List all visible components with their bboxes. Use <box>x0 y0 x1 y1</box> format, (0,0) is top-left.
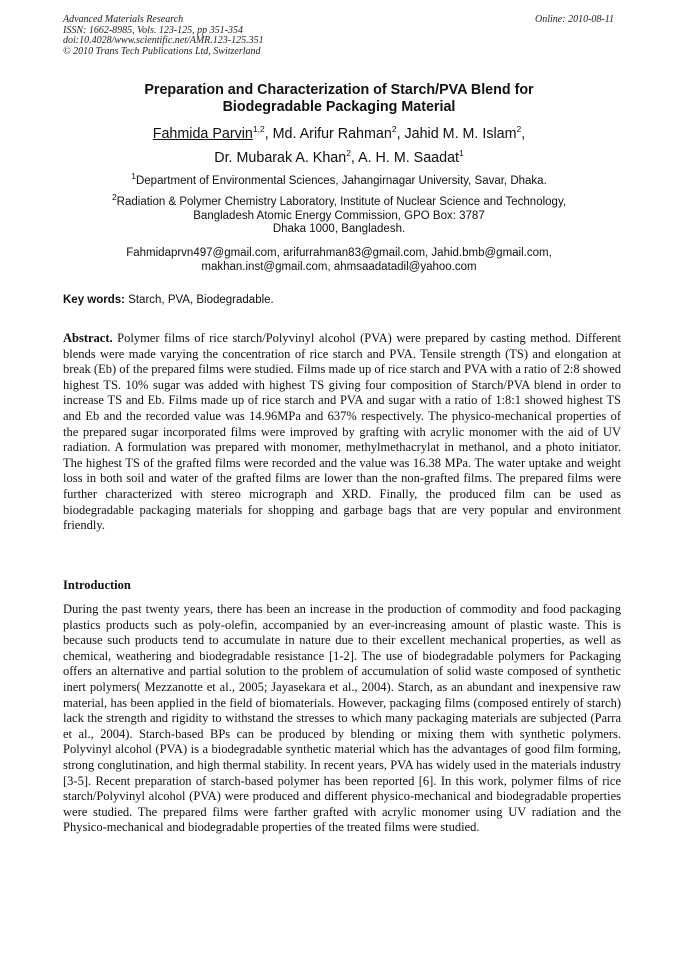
affiliation-2-mark: 2 <box>111 192 117 203</box>
online-date: Online: 2010-08-11 <box>535 14 614 25</box>
author-4: Dr. Mubarak A. Khan <box>214 150 347 166</box>
affiliation-2-line-2: Bangladesh Atomic Energy Commission, GPO Box: 3787 <box>193 209 485 222</box>
abstract-label: Abstract. <box>63 331 113 345</box>
affiliation-2-line-3: Dhaka 1000, Bangladesh. <box>272 223 406 235</box>
author-1-affil: 1,2 <box>252 124 265 135</box>
author-emails <box>0 247 678 274</box>
affiliation-2-line-1 <box>0 192 678 210</box>
keywords-label: Key words: <box>63 294 125 306</box>
title-line-1: Preparation and Characterization of Starch/PVA Blend for <box>144 82 534 98</box>
author-line-comma: , <box>521 126 526 142</box>
keywords <box>63 294 274 306</box>
abstract <box>63 331 621 534</box>
keywords-text: Starch, PVA, Biodegradable. <box>125 294 274 306</box>
affiliation-1 <box>0 171 678 189</box>
journal-header <box>63 15 264 57</box>
author-1: Fahmida Parvin <box>152 126 253 142</box>
author-line-1 <box>0 122 678 146</box>
email-line-2: makhan.inst@gmail.com, ahmsaadatadil@yahoo.com <box>201 260 477 273</box>
affiliation-2-text-1: Radiation & Polymer Chemistry Laboratory, Institute of Nuclear Science and Technology, <box>116 196 567 208</box>
doi-line: doi:10.4028/www.scientific.net/AMR.123-125.351 <box>63 35 264 46</box>
affiliation-1-mark: 1 <box>131 171 136 182</box>
journal-name: Advanced Materials Research <box>63 14 184 25</box>
author-line-2 <box>0 146 678 170</box>
issn-line: ISSN: 1662-8985, Vols. 123-125, pp 351-354 <box>63 24 243 36</box>
author-5-affil: 1 <box>459 148 464 159</box>
paper-title <box>0 82 678 115</box>
author-2: , Md. Arifur Rahman <box>264 126 392 142</box>
author-3-affil: 2 <box>516 124 522 135</box>
affiliation-2 <box>0 192 678 237</box>
author-list <box>0 122 678 170</box>
affiliation-1-text: Department of Environmental Sciences, Jahangirnagar University, Savar, Dhaka. <box>135 175 547 187</box>
author-2-affil: 2 <box>391 124 397 135</box>
email-line-1: Fahmidaprvn497@gmail.com, arifurrahman83@gmail.com, Jahid.bmb@gmail.com, <box>126 247 552 259</box>
introduction-heading: Introduction <box>63 578 131 592</box>
introduction-text: During the past twenty years, there has been an increase in the production of commodity and food packaging plastics products such as poly-olefin, accompanied by an ever-increasing amount of plastic waste. This is because such products tend to accumulate in nature due to their excellent mechanical properties, as well as chemical, weathering and biodegradable resistance [1-2]. The use of biodegradable polymers for Packaging offers an alternative and partial solution to the problem of accumulation of solid waste composed of synthetic inert polymers( Mezzanotte et al., 2005; Jayasekara et al., 2004). Starch, as an abundant and inexpensive raw material, has been applied in the field of biomaterials. However, packaging films (composed entirely of starch) lack the strength and rigidity to withstand the stresses to which many packaging materials are subjected (Parra et al., 2004). Starch-based BPs can be produced by blending or mixing them with synthetic polymers. Polyvinyl alcohol (PVA) is a biodegradable synthetic material which has the advantages of good film forming, strong conglutination, and high thermal stability. In recent years, PVA has widely used in the materials industry [3-5]. Recent preparation of starch-based polymer has been reported [6]. In this work, polymer films of rice starch/Polyvinyl alcohol (PVA) were produced and different physico-mechanical and biodegradable properties were studied. The prepared films were farther grafted with acrylic monomer using UV radiation and the Physico-mechanical and biodegradable properties of the treated films were studied. <box>63 602 621 835</box>
title-line-2: Biodegradable Packaging Material <box>222 98 456 115</box>
author-4-affil: 2 <box>346 148 351 159</box>
author-3: , Jahid M. M. Islam <box>396 126 517 142</box>
copyright-line: © 2010 Trans Tech Publications Ltd, Switzerland <box>63 45 261 57</box>
author-5: , A. H. M. Saadat <box>350 150 459 166</box>
abstract-text: Polymer films of rice starch/Polyvinyl alcohol (PVA) were prepared by casting method. Different blends were made varying the concentration of rice starch and PVA. Tensile strength (TS) and elongation at break (Eb) of the prepared films were studied. Films made up of rice starch and PVA with a ratio of 2:8 showed highest TS. 10% sugar was added with highest TS giving four composition of Starch/PVA blend in order to increase TS and Eb. Films made up of rice starch and PVA and sugar with a ratio of 1:8:1 showed highest TS and Eb and the recorded value was 14.96MPa and 637% respectively. The physico-mechanical properties of the prepared sugar incorporated films were improved by grafting with acrylic monomer with the aid of UV radiation. A formulation was prepared with monomer, methylmethacrylat in methanol, and a photo initiator. The highest TS of the grafted films were recorded and the value was 16.38 MPa. The water uptake and weight loss in both soil and water of the grafted films are lower than the non-grafted films. The prepared films were further characterized with stereo micrograph and XRD. Finally, the produced film can be used as biodegradable packaging materials for shopping and garbage bags that are very popular and environment friendly. <box>63 331 621 533</box>
